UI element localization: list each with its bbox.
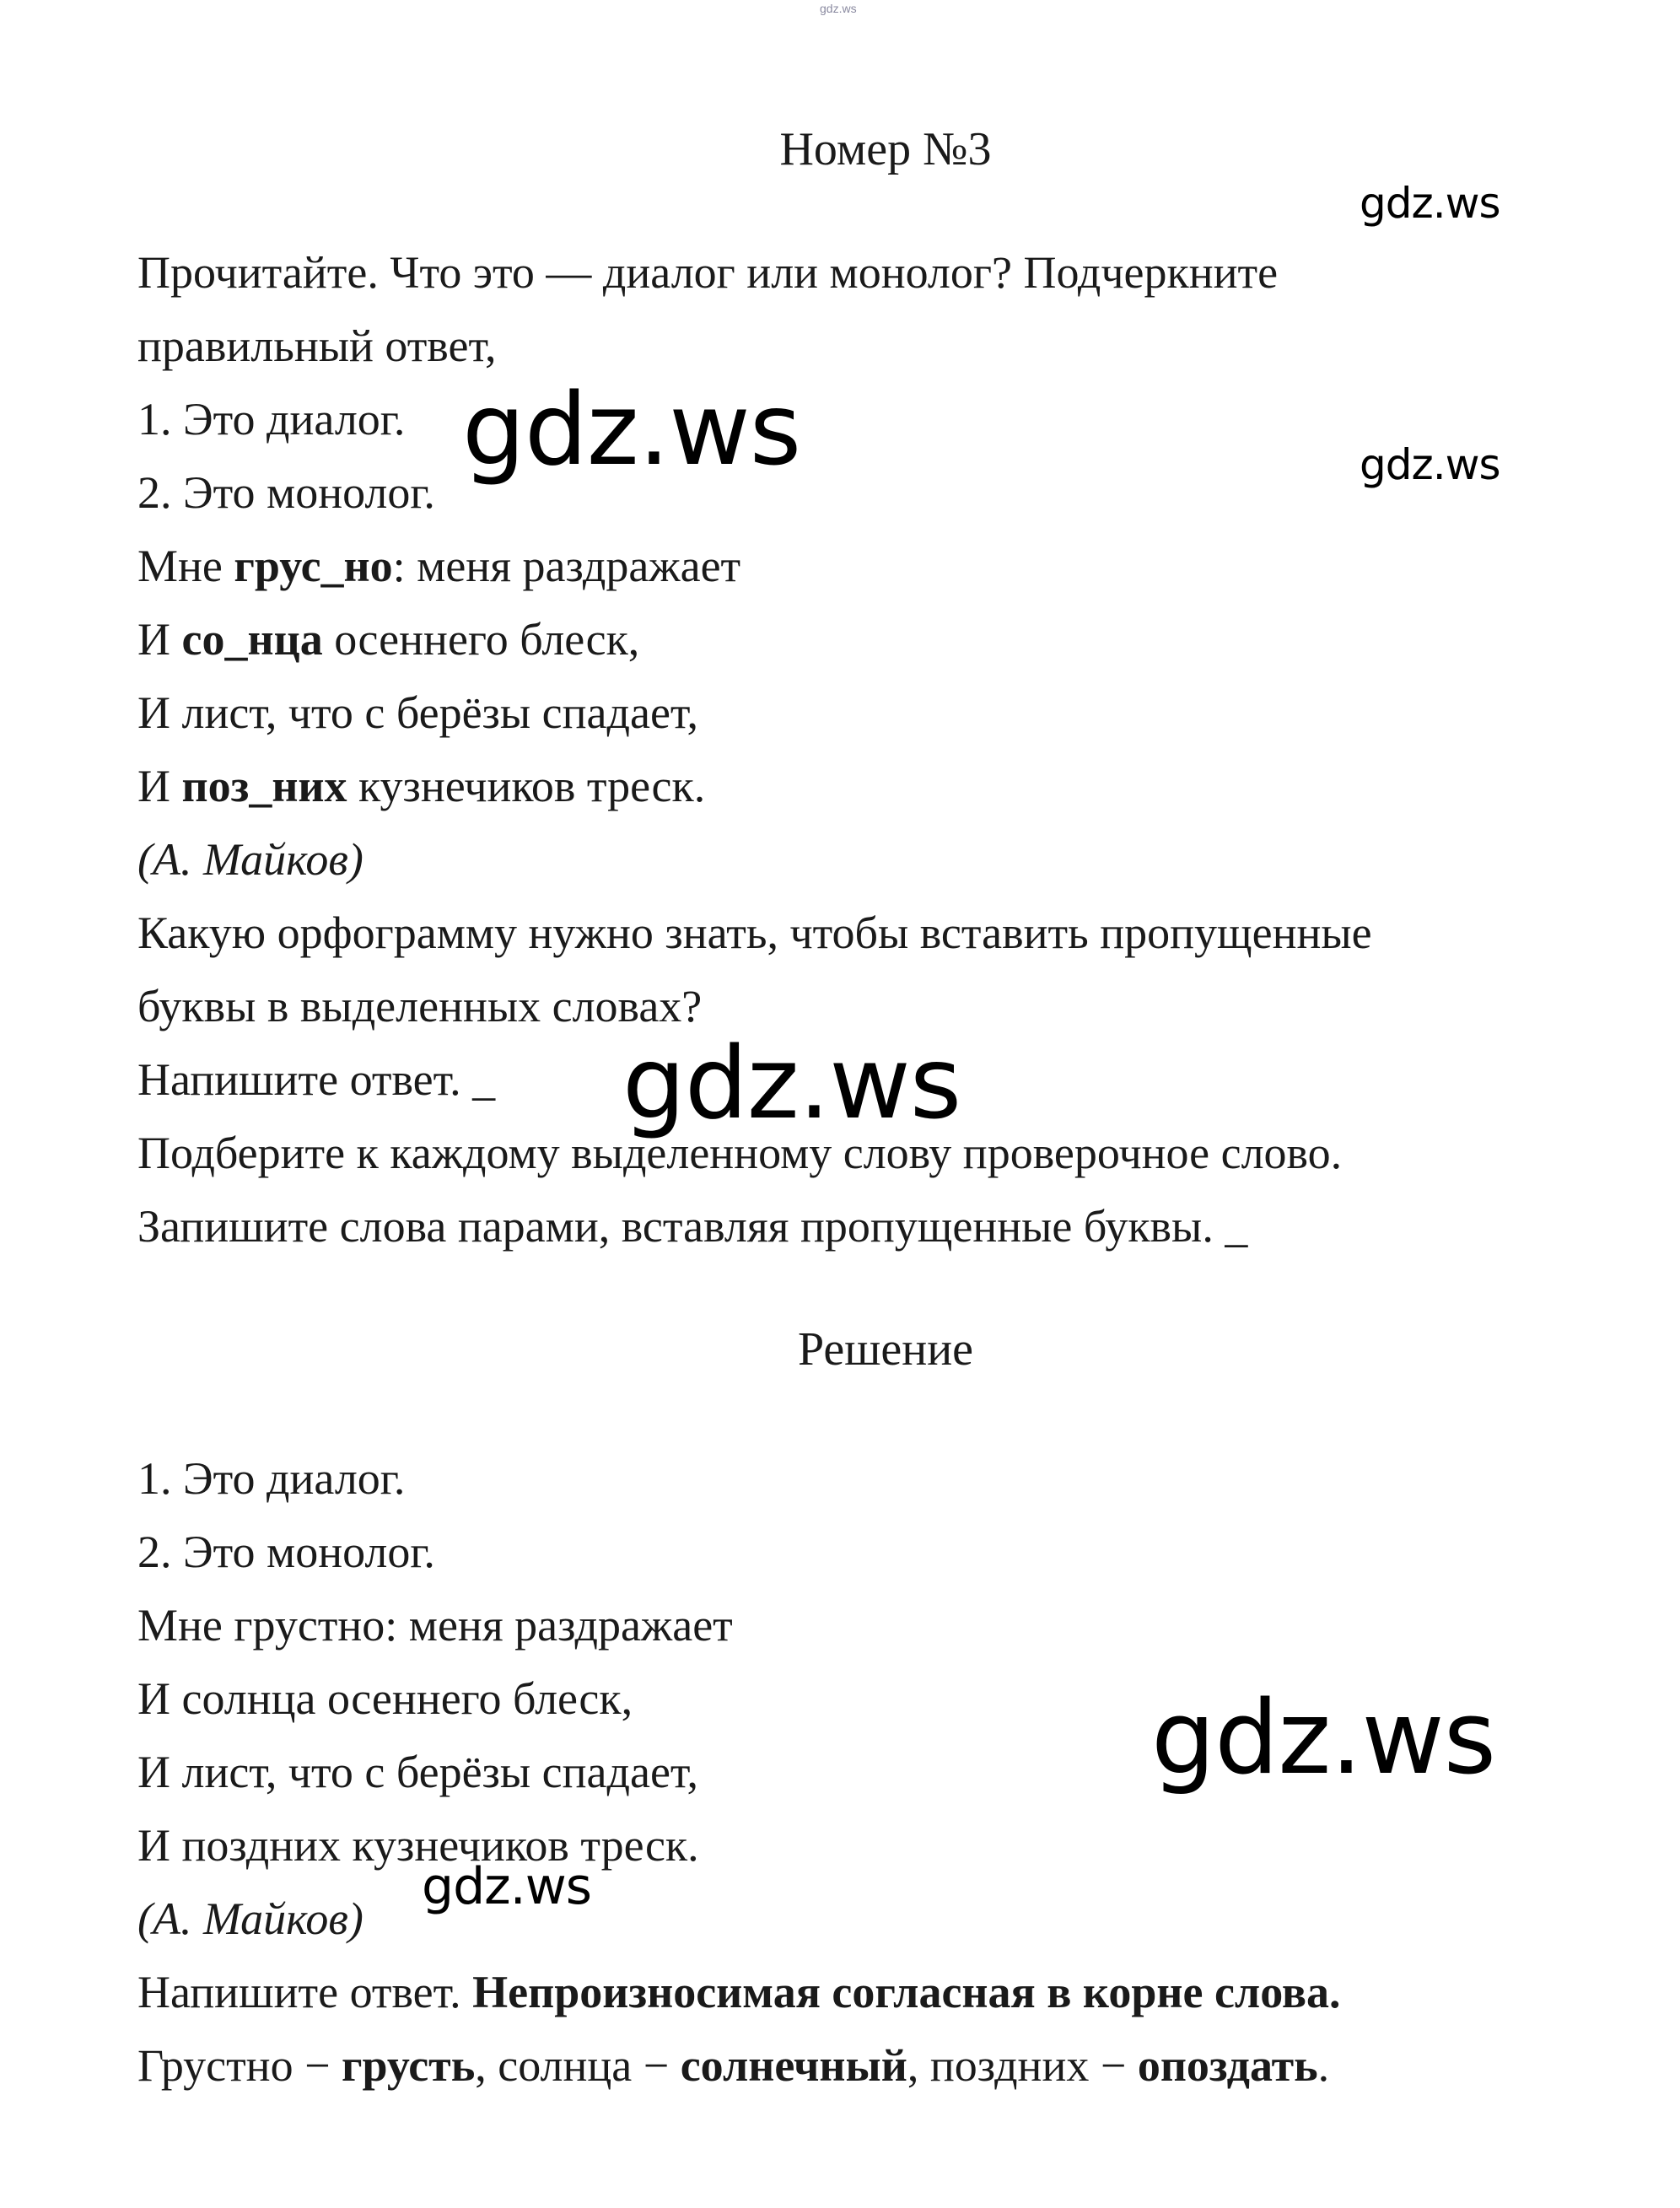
solution-option-2: 2. Это монолог. — [137, 1527, 435, 1577]
poem-line-3: И лист, что с берёзы спадает, — [137, 687, 698, 738]
watermark-3: gdz.ws — [1360, 440, 1500, 489]
solution-poem-line-2: И солнца осеннего блеск, — [137, 1673, 633, 1724]
highlighted-word: со_нца — [181, 614, 323, 665]
poem-line-4: И поз_них кузнечиков треск. — [137, 761, 706, 811]
solution-answer: Напишите ответ. Непроизносимая согласная в корне слова. — [137, 1967, 1341, 2017]
solution-pairs: Грустно − грусть, солнца − солнечный, поздних − опоздать. — [137, 2040, 1330, 2091]
question-line-2: буквы в выделенных словах? — [137, 981, 703, 1031]
watermark-2: gdz.ws — [462, 371, 801, 487]
watermark-4: gdz.ws — [622, 1025, 961, 1141]
option-monologue: 2. Это монолог. — [137, 467, 435, 518]
option-dialog: 1. Это диалог. — [137, 394, 406, 444]
answer-bold: Непроизносимая согласная в корне слова. — [472, 1967, 1341, 2017]
solution-title: Решение — [797, 1323, 974, 1376]
instruction-line-2: правильный ответ, — [137, 320, 497, 371]
solution-poem-line-3: И лист, что с берёзы спадает, — [137, 1747, 698, 1797]
poem-author: (А. Майков) — [137, 834, 363, 885]
poem-line-1: Мне грус_но: меня раздражает — [137, 541, 741, 591]
solution-option-1: 1. Это диалог. — [137, 1453, 406, 1504]
watermark-6: gdz.ws — [422, 1857, 592, 1916]
answer-prompt: Напишите ответ. _ — [137, 1054, 496, 1105]
task-title: Номер №3 — [779, 123, 992, 175]
poem-line-2: И со_нца осеннего блеск, — [137, 614, 640, 665]
header-watermark: gdz.ws — [820, 2, 857, 15]
watermark-5: gdz.ws — [1151, 1680, 1496, 1797]
highlighted-word: поз_них — [181, 761, 347, 811]
highlighted-word: грус_но — [234, 541, 393, 591]
solution-poem-line-1: Мне грустно: меня раздражает — [137, 1600, 733, 1651]
solution-poem-line-4: И поздних кузнечиков треск. — [137, 1820, 699, 1871]
instruction-line-1: Прочитайте. Что это — диалог или монолог? Подчеркните — [137, 247, 1279, 298]
pick-line-1: Подберите к каждому выделенному слову проверочное слово. — [137, 1128, 1343, 1178]
watermark-1: gdz.ws — [1360, 179, 1500, 228]
solution-author: (А. Майков) — [137, 1893, 363, 1944]
question-line-1: Какую орфограмму нужно знать, чтобы вставить пропущенные — [137, 907, 1372, 958]
pick-line-2: Запишите слова парами, вставляя пропущенные буквы. _ — [137, 1201, 1248, 1252]
